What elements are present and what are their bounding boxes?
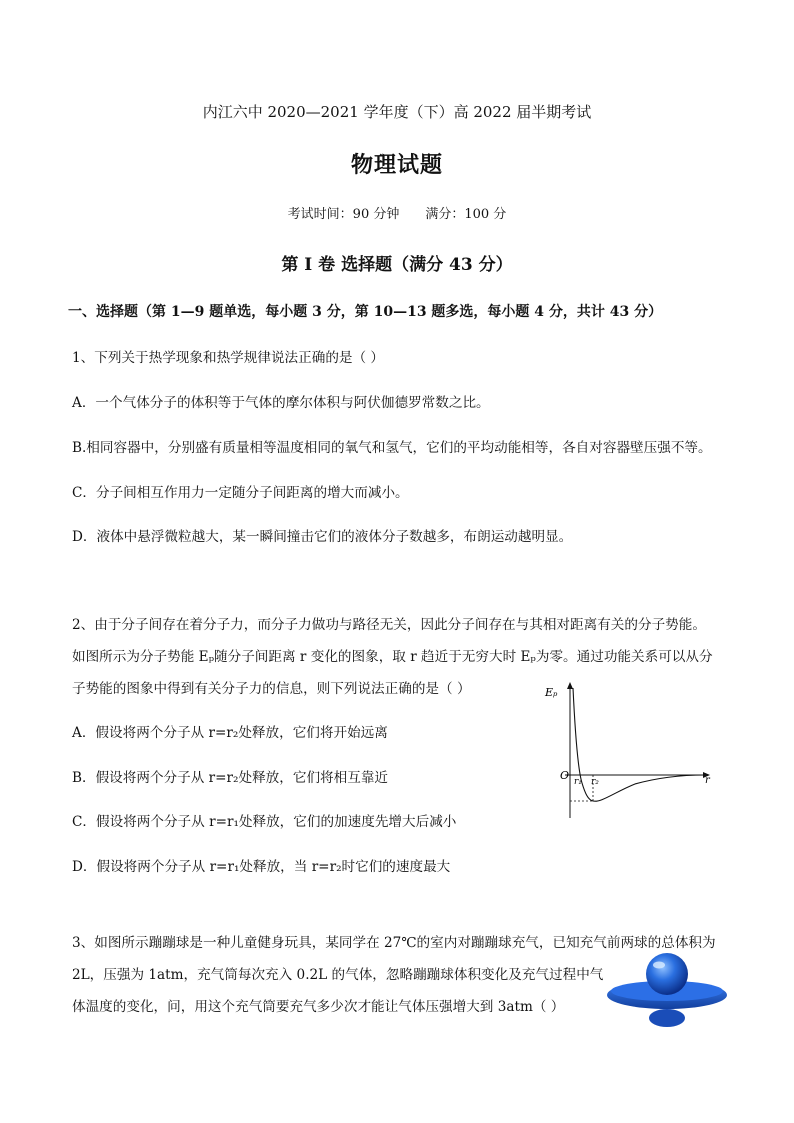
pogo-ball-image xyxy=(605,950,730,1030)
q3-stem-line1: 3、如图所示蹦蹦球是一种儿童健身玩具，某同学在 27℃的室内对蹦蹦球充气，已知充气前两球的总体积为 xyxy=(72,935,716,951)
q2-stem-line2: 如图所示为分子势能 Eₚ随分子间距离 r 变化的图象，取 r 趋近于无穷大时 Eₚ为零。通过功能关系可以从分 xyxy=(72,649,713,665)
origin-label: O xyxy=(560,769,570,782)
q2-stem-line3: 子势能的图象中得到有关分子力的信息，则下列说法正确的是（ ） xyxy=(72,681,471,697)
q3-stem-line3: 体温度的变化，问，用这个充气筒要充气多少次才能让气体压强增大到 3atm（ ） xyxy=(72,999,565,1015)
q1-option-b: B.相同容器中，分别盛有质量相等温度相同的氧气和氢气，它们的平均动能相等，各自对容器壁压强不等。 xyxy=(72,440,712,456)
exam-title: 内江六中 2020—2021 学年度（下）高 2022 届半期考试 xyxy=(202,103,592,121)
q1-option-c: C．分子间相互作用力一定随分子间距离的增大而减小。 xyxy=(72,485,409,501)
section-title: 一、选择题（第 1—9 题单选，每小题 3 分，第 10—13 题多选，每小题 4 分，共计 43 分） xyxy=(68,304,663,320)
exam-meta xyxy=(0,203,794,222)
q2-option-d: D．假设将两个分子从 r=r₁处释放，当 r=r₂时它们的速度最大 xyxy=(72,859,451,875)
y-axis-label: Eₚ xyxy=(545,686,558,699)
exam-time: 考试时间：90 分钟 xyxy=(287,207,400,222)
q2-option-b: B．假设将两个分子从 r=r₂处释放，它们将相互靠近 xyxy=(72,770,389,786)
q2-option-c: C．假设将两个分子从 r=r₁处释放，它们的加速度先增大后减小 xyxy=(72,814,457,830)
q2-option-a: A．假设将两个分子从 r=r₂处释放，它们将开始远离 xyxy=(72,725,388,741)
toy-upper-ball xyxy=(646,953,688,995)
subject-title: 物理试题 xyxy=(350,152,443,178)
r1-label: r₁ xyxy=(574,777,582,787)
q2-stem-line1: 2、由于分子间存在着分子力，而分子力做功与路径无关，因此分子间存在与其相对距离有关的分子势能。 xyxy=(72,617,706,633)
r2-label: r₂ xyxy=(591,777,599,787)
exam-score: 满分：100 分 xyxy=(425,207,507,222)
q1-stem: 1、下列关于热学现象和热学规律说法正确的是（ ） xyxy=(72,350,385,366)
q1-option-a: A．一个气体分子的体积等于气体的摩尔体积与阿伏伽德罗常数之比。 xyxy=(72,395,490,411)
q1-option-d: D．液体中悬浮微粒越大，某一瞬间撞击它们的液体分子数越多，布朗运动越明显。 xyxy=(72,529,573,545)
x-axis-label: r xyxy=(705,775,710,786)
toy-lower-ball xyxy=(649,1009,685,1027)
toy-highlight xyxy=(653,962,665,969)
part-title: 第 I 卷 选择题（满分 43 分） xyxy=(281,255,513,275)
y-axis-arrow xyxy=(567,682,573,689)
q3-stem-line2: 2L，压强为 1atm，充气筒每次充入 0.2L 的气体，忽略蹦蹦球体积变化及充气过程中气 xyxy=(72,967,604,983)
potential-energy-graph xyxy=(535,680,715,820)
